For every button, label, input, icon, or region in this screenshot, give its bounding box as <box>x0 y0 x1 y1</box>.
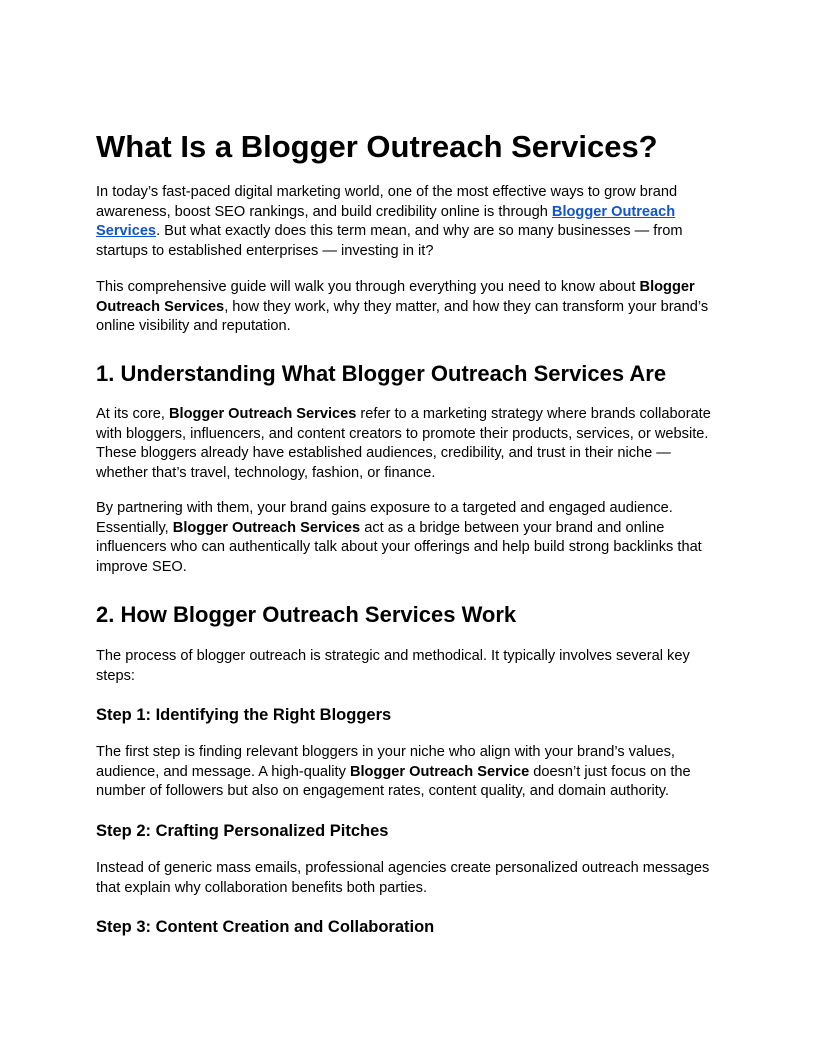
bold-term: Blogger Outreach Services <box>169 406 357 422</box>
step-3-heading: Step 3: Content Creation and Collaboration <box>96 918 435 936</box>
section-1-paragraph-1 <box>96 405 720 483</box>
text-run: By partnering with them, your brand gains exposure to a targeted and engaged audience. Essentially, <box>96 500 673 536</box>
text-run: In today’s fast-paced digital marketing world, one of the most effective ways to grow brand awareness, boost SEO rankings, and build credibility online is through <box>96 184 678 220</box>
blogger-outreach-services-link[interactable]: Blogger Outreach Services <box>96 203 676 239</box>
bold-term: Blogger Outreach Services <box>172 519 361 536</box>
step-2-paragraph: Instead of generic mass emails, professional agencies create personalized outreach messages that explain why collaboration benefits both parties. <box>96 860 710 896</box>
step-2-heading: Step 2: Crafting Personalized Pitches <box>96 822 389 840</box>
text-run: At its core, <box>96 406 169 422</box>
intro-paragraph-2 <box>96 278 720 337</box>
page-title: What Is a Blogger Outreach Services? <box>96 129 658 164</box>
text-run: The first step is finding relevant bloggers in your niche who align with your brand’s values, audience, and message. A high-quality <box>96 744 675 780</box>
section-2-heading: 2. How Blogger Outreach Services Work <box>96 602 517 627</box>
step-1-paragraph <box>96 743 720 802</box>
section-2-intro: The process of blogger outreach is strategic and methodical. It typically involves several key steps: <box>96 648 690 684</box>
section-1-heading: 1. Understanding What Blogger Outreach Services Are <box>96 361 667 386</box>
intro-paragraph-1 <box>96 183 720 261</box>
bold-term: Blogger Outreach Service <box>349 763 530 780</box>
step-1-heading: Step 1: Identifying the Right Bloggers <box>96 706 392 724</box>
text-run: . But what exactly does this term mean, and why are so many businesses — from startups to established enterprises — investing in it? <box>96 223 683 259</box>
text-run: act as a bridge between your brand and online influencers who can authentically talk about your offerings and help build strong backlinks that improve SEO. <box>96 519 702 575</box>
bold-term: Blogger Outreach Services <box>96 279 695 315</box>
text-run: This comprehensive guide will walk you through everything you need to know about <box>96 279 640 295</box>
text-run: doesn’t just focus on the number of followers but also on engagement rates, content quality, and domain authority. <box>96 763 691 799</box>
section-1-paragraph-2 <box>96 499 720 577</box>
text-run: refer to a marketing strategy where brands collaborate with bloggers, influencers, and content creators to promote their products, services, or website. These bloggers already have established audiences, credibility, and trust in their niche — whether that’s travel, technology, fashion, or finance. <box>96 406 711 481</box>
text-run: , how they work, why they matter, and how they can transform your brand’s online visibility and reputation. <box>96 298 709 334</box>
